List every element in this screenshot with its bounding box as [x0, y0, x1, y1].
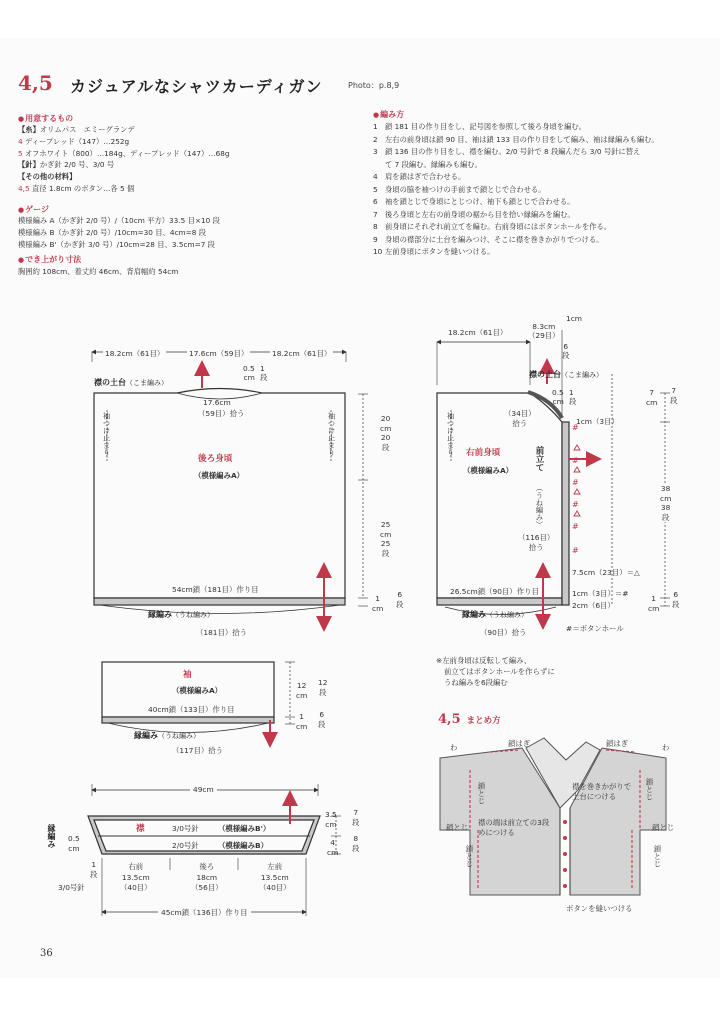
collar-edge-rows: 1 段 — [90, 860, 98, 879]
front-body-title: 右前身頃 — [466, 448, 501, 458]
collar-part-back: 後ろ 18cm （56目） — [191, 862, 223, 892]
step-item: て 7 段編む。縁編みも編む。 — [385, 159, 482, 169]
back-dim-edge-cm: 1 cm — [372, 594, 384, 613]
collar-part-left-front: 左前 13.5cm （40目） — [259, 862, 291, 892]
svg-text:#: # — [572, 478, 579, 487]
front-neck-base-label: 襟の土台（こま編み） — [529, 370, 603, 379]
front-dim-38: 38 cm 38 段 — [660, 484, 672, 522]
materials-list: 【糸】オリムパス エミーグランデ 4 ディープレッド（147）…252g 5 オフホワイト（800）…184g、ディープレッド（147）…68g 【針】かぎ針 2/0 号、3/0 号 【その他の材料】 4,5 直径 1.8cm のボタン…各 5 個 — [18, 125, 230, 193]
back-top-dim-center: 17.6cm（59目） — [189, 349, 249, 358]
buttonhole-legend: #＝ボタンホール — [566, 624, 624, 633]
collar-chain-cast-on: 45cm鎖（136目）作り目 — [158, 907, 251, 918]
assembly-shoulder-seam-right: 鎖はぎ — [606, 739, 629, 748]
back-neck-height: 0.5 cm — [243, 364, 255, 382]
back-body-pattern: （模様編みA） — [194, 471, 245, 480]
front-buttonhole-spacing: 7.5cm（23目）＝△ — [572, 568, 640, 577]
back-edge-label: 縁編み（うね編み） — [148, 610, 214, 619]
front-band-width: 1cm（3目） — [576, 417, 619, 426]
front-neck-rows: 1 段 — [569, 388, 577, 406]
svg-text:#: # — [572, 500, 579, 509]
collar-dim-7rows: 7 段 — [352, 808, 360, 827]
front-placket-label: 前立て — [534, 446, 544, 472]
finished-size-text: 胸囲約 108cm、着丈約 46cm、背肩幅約 54cm — [18, 267, 179, 276]
sleeve-pattern: （模様編みA） — [172, 686, 223, 695]
front-dim-7cm: 7 cm — [646, 388, 658, 407]
sleeve-diagram — [102, 662, 295, 733]
sleeve-chain-cast-on: 40cm鎖（133目）作り目 — [148, 705, 235, 714]
assembly-buttons — [563, 820, 567, 888]
sleeve-pick: （117目）拾う — [172, 746, 224, 755]
photo-reference: Photo：p.8,9 — [348, 81, 400, 90]
assembly-shoulder-seam-left: 鎖はぎ — [508, 739, 531, 748]
back-body-title: 後ろ身頃 — [198, 454, 233, 464]
back-sleeve-mark-right: 袖つけ止まり — [327, 412, 336, 457]
collar-needle-bottom: 2/0号針 — [172, 841, 199, 850]
front-buttonhole-1cm: 1cm（3目）＝# — [572, 589, 629, 598]
front-placket-pick: （116目） 拾う — [518, 533, 555, 552]
back-neck-pick: （59目）拾う — [198, 409, 245, 418]
back-top-dim-right: 18.2cm（61目） — [272, 349, 332, 358]
back-neck-rows: 1 段 — [260, 364, 268, 382]
front-neck-height: 0.5 cm — [552, 388, 564, 406]
sleeve-dim-edge-cm: 1 cm — [296, 712, 308, 731]
front-neck-width: 8.3cm （29目） — [528, 322, 560, 340]
pattern-number: 4,5 — [18, 71, 53, 95]
collar-dim-3.5cm: 3.5 cm — [325, 810, 337, 829]
back-dim-lower: 25 cm 25 段 — [380, 520, 392, 558]
collar-top-width: 49cm — [190, 785, 217, 794]
front-neck-pick: （34目） 拾う — [504, 409, 536, 428]
back-top-dim-left: 18.2cm（61目） — [105, 349, 165, 358]
step-item: 8 前身頃にそれぞれ前立てを編む。右前身頃にはボタンホールを作る。 — [373, 222, 612, 231]
sleeve-dim-12rows: 12 段 — [318, 678, 328, 697]
front-body-pattern: （模様編みA） — [463, 466, 514, 475]
collar-dim-4cm: 4 cm — [327, 838, 339, 857]
assembly-lower-seam-right: 鎖とじ — [653, 845, 662, 868]
assembly-heading: 4,5 まとめ方 — [438, 712, 501, 727]
step-item: 7 後ろ身頃と左右の前身頃の裾から目を拾い縁編みを編む。 — [373, 209, 575, 219]
step-item: 3 鎖 136 目の作り目をし、襟を編む。2/0 号針で 8 段編んだら 3/0 号針に替え — [373, 147, 641, 156]
front-top-dim: 18.2cm（61目） — [448, 328, 508, 337]
sleeve-dim-12cm: 12 cm — [296, 681, 308, 700]
page-number: 36 — [40, 948, 53, 959]
assembly-front-note: 襟の端は前立ての3段めにつける — [478, 818, 550, 837]
step-item: 4 肩を鎖はぎで合わせる。 — [373, 172, 466, 181]
front-note: ※左前身頃は反転して編み、 前立てはボタンホールを作らずに うね編みを6段編む — [436, 656, 555, 687]
svg-text:#: # — [572, 522, 579, 531]
step-item: 2 左右の前身頃は鎖 90 目、袖は鎖 133 目の作り目をして編み、袖は縁編みも編む。 — [373, 134, 659, 144]
back-neck-width: 17.6cm — [203, 398, 231, 407]
assembly-lower-seam-left: 鎖とじ — [465, 845, 474, 868]
assembly-side-seam-right: 鎖とじ — [645, 778, 654, 801]
assembly-fold-left: わ — [450, 743, 458, 752]
gauge-list: 模様編み A（かぎ針 2/0 号）/（10cm 平方）33.5 目×10 段 模様編み B（かぎ針 2/0 号）/10cm=30 目、4cm=8 段 模様編み B'（かぎ針 3/0 号）/10cm=28 目、3.5cm=7 段 — [18, 216, 220, 249]
finished-size-heading: ● でき上がり寸法 — [18, 254, 81, 265]
assembly-sleeve-seam-left: 鎖とじ — [446, 823, 469, 832]
front-dim-7rows: 7 段 — [670, 386, 678, 405]
collar-edge-height: 0.5 cm — [68, 834, 80, 853]
front-buttonhole-2cm: 2cm（6目） — [572, 601, 615, 610]
front-dim-edge-cm: 1 cm — [648, 594, 660, 613]
front-dim-edge-rows: 6 段 — [672, 590, 680, 609]
front-placket-note: （うね編み） — [535, 484, 544, 529]
step-item: 5 身頃の脇を袖つけの手前まで鎖とじで合わせる。 — [373, 184, 546, 194]
gauge-heading: ● ゲージ — [18, 204, 49, 215]
collar-edge-label: 縁編み — [47, 824, 56, 848]
assembly-collar-note: 襟を巻きかがりで土台につける — [572, 782, 632, 801]
svg-text:#: # — [572, 456, 579, 465]
front-edge-pick: （90目）拾う — [480, 628, 527, 637]
front-top-1cm: 1cm — [566, 314, 582, 323]
step-item: 10 左前身頃にボタンを縫いつける。 — [373, 247, 495, 256]
back-chain-cast-on: 54cm鎖（181目）作り目 — [172, 585, 259, 594]
steps-heading: ● 編み方 — [373, 109, 404, 120]
steps-list — [373, 121, 659, 259]
back-neck-base-label: 襟の土台（こま編み） — [94, 378, 168, 387]
step-item: 1 鎖 181 目の作り目をし、記号図を参照して後ろ身頃を編む。 — [373, 122, 586, 131]
back-edge-pick: （181目）拾う — [196, 628, 248, 637]
svg-text:#: # — [572, 423, 579, 432]
pattern-title: カジュアルなシャツカーディガン — [70, 77, 323, 96]
back-dim-edge-rows: 6 段 — [396, 590, 404, 609]
collar-pattern-bottom: （模様編みB） — [218, 841, 268, 850]
front-chain-cast-on: 26.5cm鎖（90目）作り目 — [450, 587, 539, 596]
assembly-sleeve-seam-right: 鎖とじ — [652, 823, 675, 832]
collar-pattern-top: （模様編みB'） — [218, 824, 271, 833]
collar-diagram — [88, 784, 341, 916]
back-sleeve-mark-left: 袖つけ止まり — [102, 412, 111, 457]
front-top-6rows: 6 段 — [562, 342, 570, 360]
svg-text:#: # — [572, 546, 579, 555]
front-sleeve-mark: 袖つけ止まり — [446, 412, 455, 457]
collar-edge-needle: 3/0号針 — [58, 883, 85, 892]
back-body-diagram — [92, 352, 368, 614]
sleeve-edge-label: 縁編み（うね編み） — [134, 731, 200, 740]
materials-heading: ● 用意するもの — [18, 113, 73, 124]
front-edge-label: 縁編み（うね編み） — [462, 610, 528, 619]
step-item: 9 身頃の襟部分に土台を編みつけ、そこに襟を巻きかがりでつける。 — [373, 234, 604, 244]
collar-part-right-front: 右前 13.5cm （40目） — [120, 862, 152, 892]
assembly-fold-right: わ — [662, 743, 670, 752]
collar-needle-top: 3/0号針 — [172, 824, 199, 833]
collar-dim-8rows: 8 段 — [352, 834, 360, 853]
sleeve-title: 袖 — [183, 670, 192, 680]
assembly-button-note: ボタンを縫いつける — [566, 904, 633, 913]
step-item: 6 袖を鎖とじで身頃にとじつけ、袖下も鎖とじで合わせる。 — [373, 197, 575, 206]
back-dim-upper: 20 cm 20 段 — [380, 414, 392, 452]
sleeve-dim-edge-rows: 6 段 — [318, 710, 326, 729]
collar-title: 襟 — [136, 824, 145, 834]
buttonhole-hash — [572, 423, 579, 555]
assembly-side-seam-left: 鎖とじ — [477, 782, 486, 805]
